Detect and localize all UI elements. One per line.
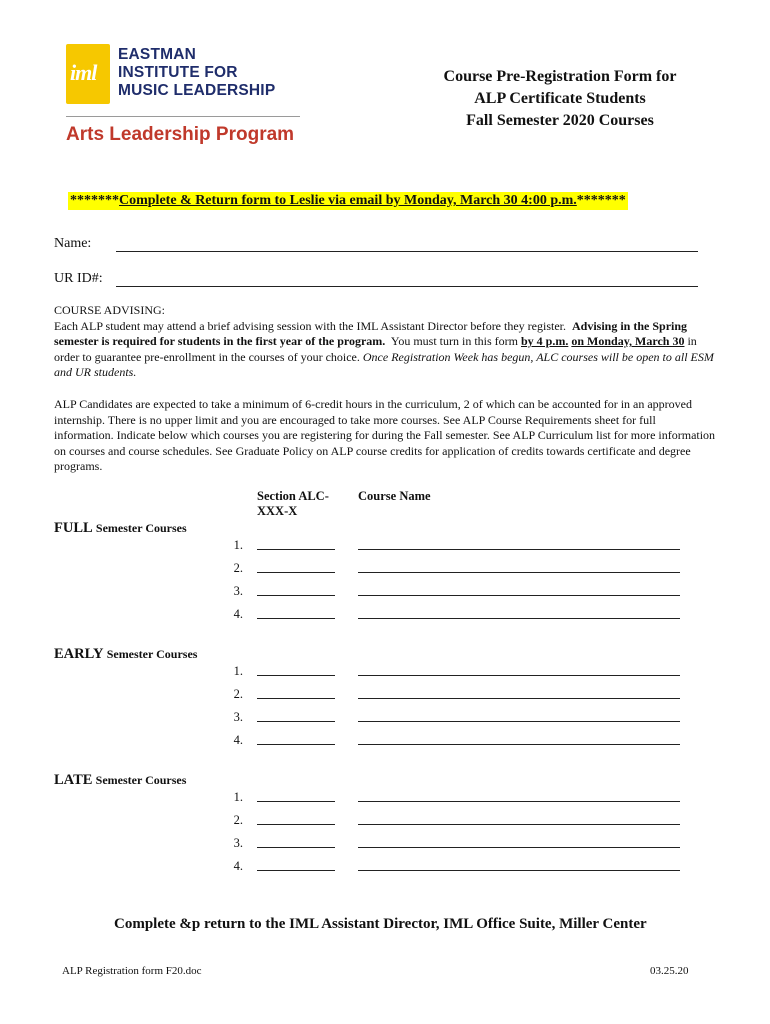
late-row-number: 1. bbox=[233, 790, 243, 804]
full-section-field[interactable] bbox=[257, 618, 335, 619]
early-row-number: 4. bbox=[233, 733, 243, 747]
name-label: Name: bbox=[54, 236, 92, 251]
full-course-field[interactable] bbox=[358, 549, 680, 550]
late-row-number: 4. bbox=[233, 859, 243, 873]
late-course-field[interactable] bbox=[358, 870, 680, 871]
early-row-number: 3. bbox=[233, 710, 243, 724]
late-section-field[interactable] bbox=[257, 870, 335, 871]
late-section-field[interactable] bbox=[257, 824, 335, 825]
section-column-header: Section ALC-XXX-X bbox=[257, 489, 329, 518]
program-name: Arts Leadership Program bbox=[66, 124, 295, 145]
urid-label: UR ID#: bbox=[54, 271, 103, 286]
document-date: 03.25.20 bbox=[650, 965, 689, 977]
full-section-field[interactable] bbox=[257, 572, 335, 573]
early-row-number: 1. bbox=[233, 664, 243, 678]
name-field[interactable] bbox=[116, 251, 698, 252]
early-course-field[interactable] bbox=[358, 744, 680, 745]
full-section-field[interactable] bbox=[257, 595, 335, 596]
document-filename: ALP Registration form F20.doc bbox=[62, 965, 202, 977]
late-course-field[interactable] bbox=[358, 824, 680, 825]
iml-logo-mark: iml bbox=[66, 44, 110, 104]
late-semester-title: LATE Semester Courses bbox=[54, 772, 187, 788]
full-course-field[interactable] bbox=[358, 618, 680, 619]
early-course-field[interactable] bbox=[358, 721, 680, 722]
full-row-number: 4. bbox=[233, 607, 243, 621]
late-course-field[interactable] bbox=[358, 801, 680, 802]
full-course-field[interactable] bbox=[358, 595, 680, 596]
full-course-field[interactable] bbox=[358, 572, 680, 573]
logo-divider bbox=[66, 116, 300, 117]
requirements-text: ALP Candidates are expected to take a minimum of 6-credit hours in the curriculum, 2 of which can be accounted for in an approved internship. There is no upper limit and you are encouraged to take more courses. See ALP Course Requirements sheet for full information. Indicate below which courses you are registering for during the Fall semester. See ALP Curriculum list for more information on courses and course schedules. See Graduate Policy on ALP course credits for application of credits towards certificate and degree programs. bbox=[54, 397, 716, 473]
early-section-field[interactable] bbox=[257, 698, 335, 699]
return-instruction: Complete &p return to the IML Assistant Director, IML Office Suite, Miller Center bbox=[114, 916, 647, 932]
early-section-field[interactable] bbox=[257, 744, 335, 745]
early-section-field[interactable] bbox=[257, 675, 335, 676]
full-row-number: 2. bbox=[233, 561, 243, 575]
form-title: Course Pre-Registration Form for ALP Certificate Students Fall Semester 2020 Courses bbox=[443, 68, 677, 129]
late-section-field[interactable] bbox=[257, 847, 335, 848]
late-row-number: 3. bbox=[233, 836, 243, 850]
full-semester-title: FULL Semester Courses bbox=[54, 520, 187, 536]
early-course-field[interactable] bbox=[358, 675, 680, 676]
early-semester-title: EARLY Semester Courses bbox=[54, 646, 198, 662]
early-row-number: 2. bbox=[233, 687, 243, 701]
late-course-field[interactable] bbox=[358, 847, 680, 848]
early-course-field[interactable] bbox=[358, 698, 680, 699]
urid-field[interactable] bbox=[116, 286, 698, 287]
deadline-banner: *******Complete & Return form to Leslie via email by Monday, March 30 4:00 p.m.******* bbox=[70, 193, 626, 208]
full-section-field[interactable] bbox=[257, 549, 335, 550]
full-row-number: 3. bbox=[233, 584, 243, 598]
full-row-number: 1. bbox=[233, 538, 243, 552]
institute-name: EASTMAN INSTITUTE FOR MUSIC LEADERSHIP bbox=[118, 46, 276, 99]
early-section-field[interactable] bbox=[257, 721, 335, 722]
course-name-column-header: Course Name bbox=[358, 489, 431, 503]
late-row-number: 2. bbox=[233, 813, 243, 827]
late-section-field[interactable] bbox=[257, 801, 335, 802]
course-advising: COURSE ADVISING: Each ALP student may attend a brief advising session with the IML Assistant Director before they register. Advising in the Spring semester is required for students in the first year of the program. You must turn in this form by 4 p.m. on Monday, March 30 in order to guarantee pre-enrollment in the courses of your choice. Once Registration Week has begun, ALC courses will be open to all ESM and UR students. bbox=[54, 303, 714, 379]
